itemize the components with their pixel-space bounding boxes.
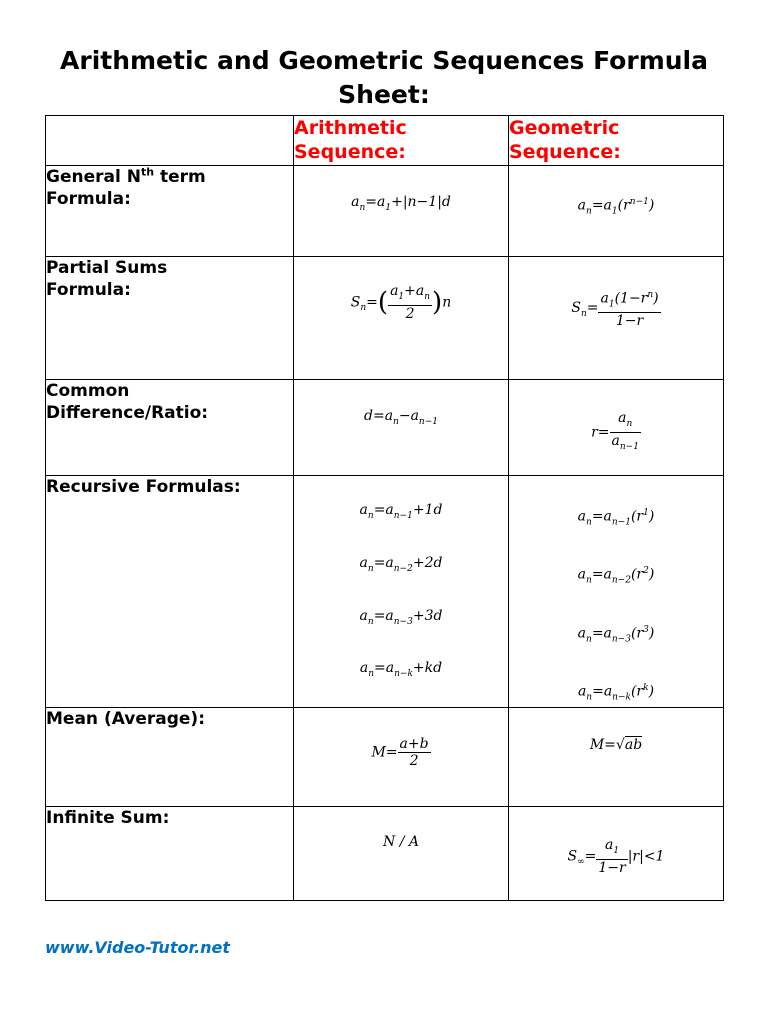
arithmetic-mean-formula: M= $\frac{a+b}{2}$ (294, 707, 509, 806)
arithmetic-partial-sum-formula: $S_n=$( $\frac{a_1+a_n}{2}$ )n (294, 257, 509, 380)
arithmetic-recursive-formulas: $a_n=a_{n-1}+1d$ $a_n=a_{n-2}+2d$ $a_n=a_{n-3}+3d$ $a_n=a_{n-k}+kd$ (294, 476, 509, 708)
infinite-sum-label: Infinite Sum: (46, 806, 294, 900)
website-link[interactable]: www.Video-Tutor.net (45, 938, 231, 957)
arithmetic-header-line2: Sequence: (294, 141, 406, 163)
common-difference-row (46, 380, 724, 476)
geometric-partial-sum-formula: $S_n=$ $\frac{a_1(1-r^n)}{1-r}$ (509, 257, 724, 380)
arithmetic-common-difference-formula: $d=a_n-a_{n-1}$ (294, 380, 509, 476)
recursive-row (46, 476, 724, 708)
partial-sums-row (46, 257, 724, 380)
arithmetic-infinite-sum: N / A (294, 806, 509, 900)
header-row (46, 116, 724, 166)
recursive-label: Recursive Formulas: (46, 476, 294, 708)
mean-row (46, 707, 724, 806)
geometric-header-line2: Sequence: (509, 141, 621, 163)
geometric-mean-formula: M=√ab (509, 707, 724, 806)
page-title: Arithmetic and Geometric Sequences Formula Sheet: (60, 46, 708, 109)
arithmetic-general-formula: $a_n=a_1+|n-1|d$ (294, 166, 509, 257)
general-term-label: General $N^{th}$ term Formula: (46, 166, 294, 257)
common-difference-label: Common Difference/Ratio: (46, 380, 294, 476)
geometric-general-formula: $a_n=a_1(r^{n-1})$ (509, 166, 724, 257)
geometric-header-line1: Geometric (509, 117, 620, 139)
geometric-infinite-sum-formula: $S_\infty=$ $\frac{a_1}{1-r}$ |r|<1 (509, 806, 724, 900)
geometric-column-header (509, 116, 724, 166)
general-term-row (46, 166, 724, 257)
infinite-sum-row (46, 806, 724, 900)
geometric-common-ratio-formula: r= $\frac{a_n}{a_{n-1}}$ (509, 380, 724, 476)
arithmetic-header-line1: Arithmetic (294, 117, 407, 139)
arithmetic-column-header (294, 116, 509, 166)
geometric-recursive-formulas: $a_n=a_{n-1}(r^1)$ $a_n=a_{n-2}(r^2)$ $a_n=a_{n-3}(r^3)$ $a_n=a_{n-k}(r^k)$ (509, 476, 724, 708)
header-empty-cell (46, 116, 294, 166)
mean-label: Mean (Average): (46, 707, 294, 806)
formula-table (45, 115, 724, 901)
partial-sums-label: Partial Sums Formula: (46, 257, 294, 380)
